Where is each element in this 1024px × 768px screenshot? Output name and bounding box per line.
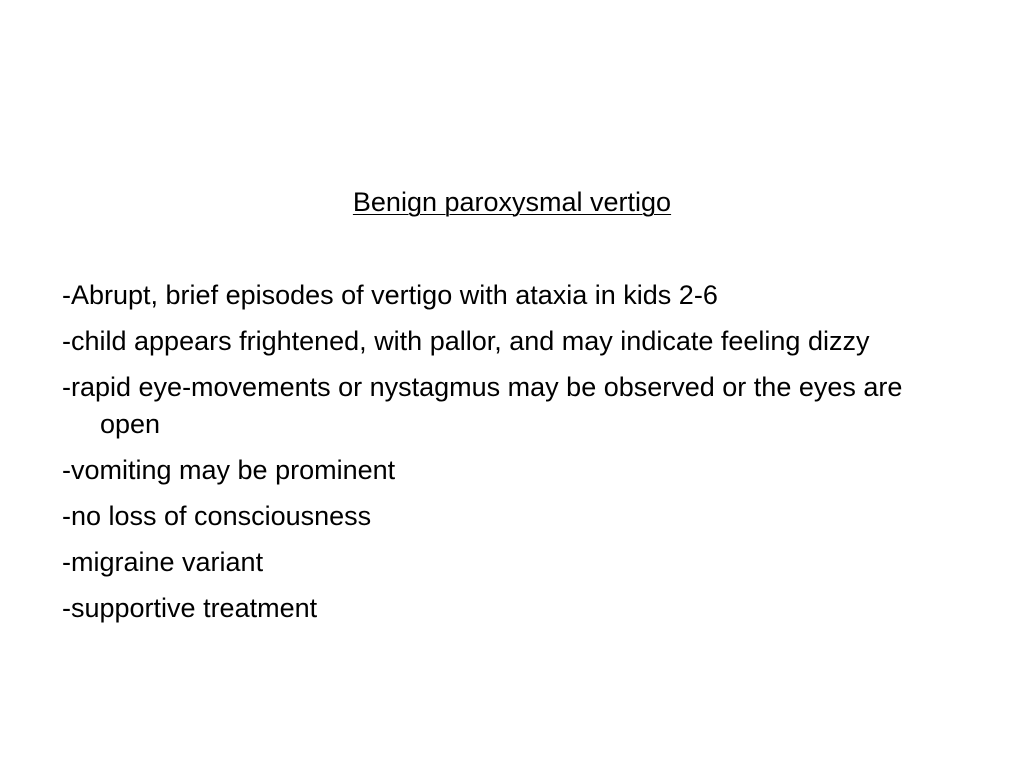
bullet-item: -vomiting may be prominent (62, 455, 396, 485)
bullet-item: -no loss of consciousness (62, 501, 372, 531)
bullet-item: -rapid eye-movements or nystagmus may be observed or the eyes are open (62, 372, 903, 439)
slide-title: Benign paroxysmal vertigo (352, 187, 672, 217)
bullet-item: -supportive treatment (62, 593, 318, 623)
bullet-list (62, 277, 962, 636)
bullet-item: -child appears frightened, with pallor, and may indicate feeling dizzy (62, 326, 870, 356)
bullet-item: -migraine variant (62, 547, 264, 577)
bullet-item: -Abrupt, brief episodes of vertigo with ataxia in kids 2-6 (62, 280, 718, 310)
